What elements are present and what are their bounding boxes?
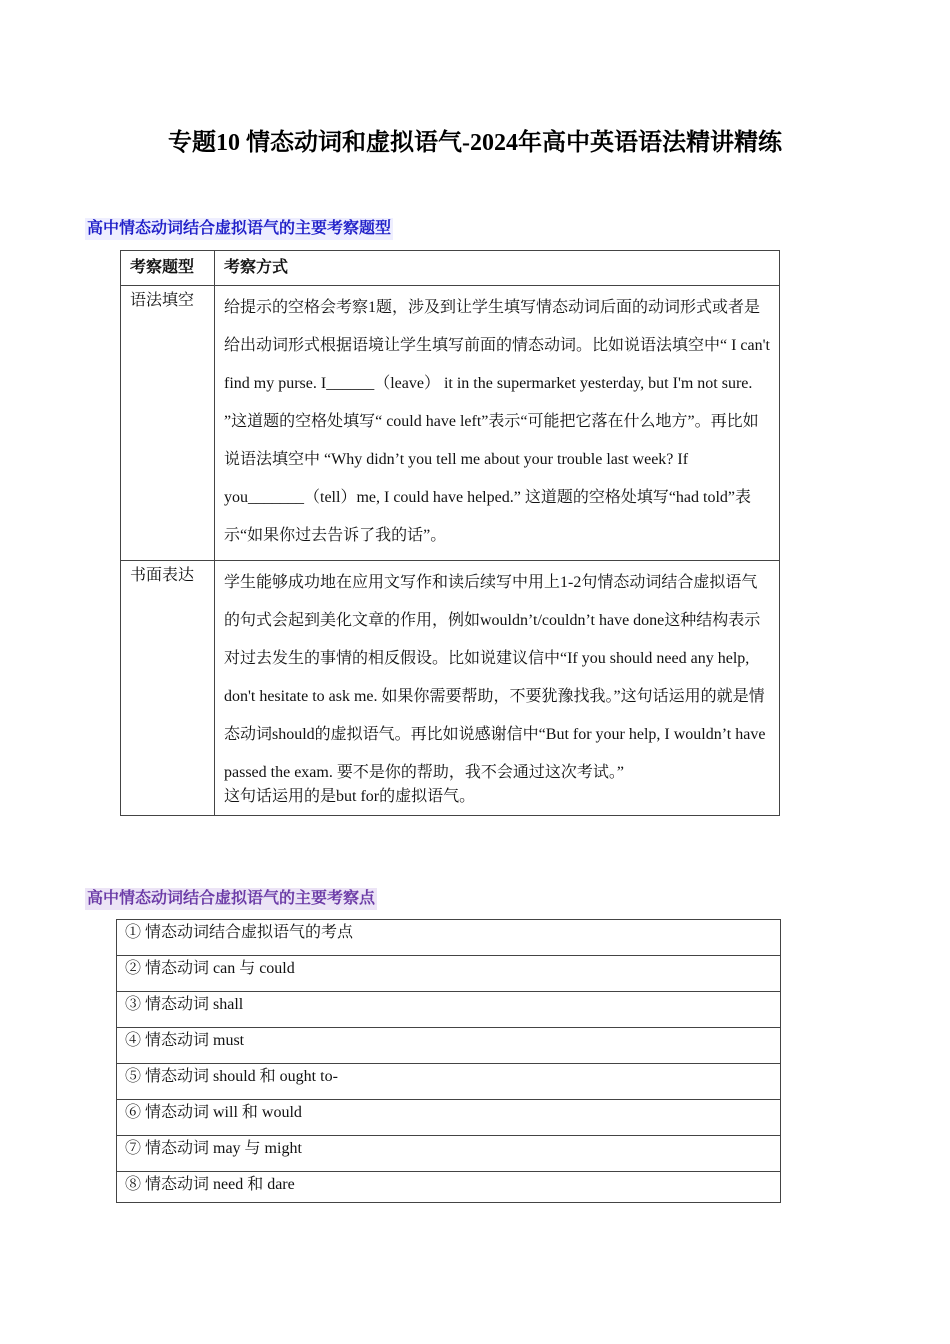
- question-types-table: [120, 250, 780, 816]
- key-point-item: ⑧ 情态动词 need 和 dare: [117, 1172, 781, 1203]
- key-point-item: ③ 情态动词 shall: [117, 992, 781, 1028]
- table-row: [117, 1172, 781, 1203]
- method-text-tail: 这句话运用的是but for的虚拟语气。: [224, 788, 476, 805]
- type-cell-grammar-fill: 语法填空: [121, 286, 215, 561]
- method-text: 学生能够成功地在应用文写作和读后续写中用上1-2句情态动词结合虚拟语气的句式会起到美化文章的作用，例如wouldn’t/couldn’t have done这种结构表示对过去发生的事情的相反假设。比如说建议信中“If you should need any help, don't hesitate to ask me. 如果你需要帮助，不要犹豫找我。”这句话运用的就是情态动词should的虚拟语气。再比如说感谢信中“But for your help, I wouldn’t have passed the exam. 要不是你的帮助，我不会通过这次考试。”: [224, 574, 766, 781]
- table-row: [117, 992, 781, 1028]
- key-point-item: ④ 情态动词 must: [117, 1028, 781, 1064]
- key-point-item: ⑥ 情态动词 will 和 would: [117, 1100, 781, 1136]
- key-point-item: ② 情态动词 can 与 could: [117, 956, 781, 992]
- header-question-type: 考察题型: [121, 251, 215, 286]
- table-row: [117, 1100, 781, 1136]
- page-title: 专题10 情态动词和虚拟语气-2024年高中英语语法精讲精练: [168, 130, 782, 156]
- key-points-table: [116, 919, 781, 1203]
- table-row: [117, 1028, 781, 1064]
- table-row: [117, 1136, 781, 1172]
- table-row: [121, 561, 780, 816]
- table-row: [117, 920, 781, 956]
- key-point-item: ⑤ 情态动词 should 和 ought to-: [117, 1064, 781, 1100]
- table-row: [117, 1064, 781, 1100]
- table-header-row: [121, 251, 780, 286]
- key-point-item: ⑦ 情态动词 may 与 might: [117, 1136, 781, 1172]
- method-cell-grammar-fill: 给提示的空格会考察1题，涉及到让学生填写情态动词后面的动词形式或者是给出动词形式根据语境让学生填写前面的情态动词。比如说语法填空中“ I can't find my purse. I______（leave） it in the supermarket yesterday, but I'm not sure. ”这道题的空格处填写“ could have left”表示“可能把它落在什么地方”。再比如说语法填空中 “Why didn’t you tell me about your trouble last week? If you_______（tell）me, I could have helped.” 这道题的空格处填写“had told”表示“如果你过去告诉了我的话”。: [215, 286, 780, 561]
- table-row: [117, 956, 781, 992]
- section-heading-key-points: 高中情态动词结合虚拟语气的主要考察点: [85, 888, 377, 910]
- type-cell-writing: 书面表达: [121, 561, 215, 816]
- section-heading-question-types: 高中情态动词结合虚拟语气的主要考察题型: [85, 218, 393, 240]
- key-point-item: ① 情态动词结合虚拟语气的考点: [117, 920, 781, 956]
- method-cell-writing: [215, 561, 780, 816]
- header-assessment-method: 考察方式: [215, 251, 780, 286]
- table-row: [121, 286, 780, 561]
